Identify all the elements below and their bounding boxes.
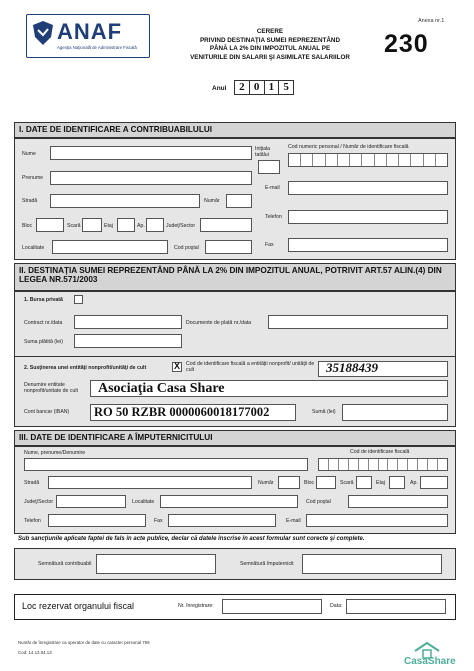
suma-platita-field[interactable] bbox=[74, 334, 182, 348]
section1-title: I. DATE DE IDENTIFICARE A CONTRIBUABILULUI bbox=[14, 122, 456, 138]
cont-value: RO 50 RZBR 0000060018177002 bbox=[94, 405, 270, 419]
year-field[interactable] bbox=[234, 80, 294, 95]
sig-imputernicit-field[interactable] bbox=[302, 554, 442, 574]
telefon-field[interactable] bbox=[288, 210, 448, 224]
section3-title: III. DATE DE IDENTIFICARE A ÎMPUTERNICITULUI bbox=[14, 430, 456, 446]
denumire-label: Denumire entitate nonprofit/unitate de cult bbox=[24, 382, 78, 394]
title-line: CERERE bbox=[256, 28, 284, 35]
scara-field[interactable] bbox=[82, 218, 102, 232]
scara-label: Scară bbox=[67, 223, 81, 229]
footer-code: Cod: 14.13.04.13 bbox=[18, 650, 52, 655]
numar-field[interactable] bbox=[226, 194, 252, 208]
s3-email-label: E-mail bbox=[286, 518, 301, 524]
etaj-field[interactable] bbox=[117, 218, 135, 232]
cnp-label: Cod numeric personal / Număr de identificare fiscală bbox=[288, 144, 409, 150]
s3-cod-field[interactable] bbox=[318, 458, 448, 471]
localitate-field[interactable] bbox=[52, 240, 168, 254]
cod-fiscal-label: Cod de identificare fiscală a entităţii nonprofit/ unităţii de cult bbox=[186, 361, 315, 373]
initiala-label: Iniţiala tatălui bbox=[255, 146, 270, 158]
title-line: PÂNĂ LA 2% DIN IMPOZITUL ANUAL PE bbox=[209, 45, 331, 52]
section2-divider bbox=[14, 356, 456, 357]
judet-field[interactable] bbox=[200, 218, 252, 232]
cont-label: Cont bancar (IBAN) bbox=[24, 409, 70, 415]
form-title bbox=[170, 28, 370, 62]
documente-label: Documente de plată nr./data bbox=[186, 320, 252, 326]
sig-contribuabil-field[interactable] bbox=[96, 554, 216, 574]
nr-inregistrare-field[interactable] bbox=[222, 599, 322, 614]
email-label: E-mail bbox=[265, 185, 280, 191]
s3-bloc-label: Bloc bbox=[304, 480, 315, 486]
suma-platita-label: Suma plătită (lei) bbox=[24, 339, 63, 345]
nr-inregistrare-label: Nr. înregistrare: bbox=[178, 603, 214, 609]
year-digit: 5 bbox=[283, 81, 289, 93]
ap-label: Ap. bbox=[137, 223, 145, 229]
prenume-field[interactable] bbox=[50, 171, 252, 185]
s3-judet-field[interactable] bbox=[56, 495, 126, 508]
contract-label: Contract nr./data bbox=[24, 320, 63, 326]
s3-ap-label: Ap. bbox=[410, 480, 418, 486]
numar-label: Număr bbox=[204, 198, 220, 204]
year-digit: 2 bbox=[235, 81, 250, 94]
s3-ap-field[interactable] bbox=[420, 476, 448, 489]
footer-line: Număr de înregistrare ca operator de date cu caracter personal 759 bbox=[18, 640, 150, 645]
s3-localitate-field[interactable] bbox=[160, 495, 298, 508]
check-mark: X bbox=[174, 361, 181, 371]
bloc-label: Bloc bbox=[22, 223, 33, 229]
declaration-text: Sub sancţiunile aplicate faptei de fals în acte publice, declar că datele înscrise în acest formular sunt corecte şi complete. bbox=[18, 536, 365, 542]
s3-cod-postal-label: Cod poştal bbox=[306, 499, 331, 505]
shield-icon bbox=[32, 20, 54, 46]
localitate-label: Localitate bbox=[22, 245, 45, 251]
ap-field[interactable] bbox=[146, 218, 164, 232]
nume-label: Nume bbox=[22, 151, 36, 157]
s3-telefon-field[interactable] bbox=[48, 514, 146, 527]
cod-postal-label: Cod poştal bbox=[174, 245, 199, 251]
watermark: CasaShare bbox=[404, 656, 456, 667]
s3-cod-label: Cod de identificare fiscală bbox=[350, 449, 410, 455]
s3-bloc-field[interactable] bbox=[316, 476, 336, 489]
s3-scara-field[interactable] bbox=[356, 476, 372, 489]
judet-label: Judeţ/Sector bbox=[166, 223, 196, 229]
bloc-field[interactable] bbox=[36, 218, 64, 232]
documente-field[interactable] bbox=[268, 315, 448, 329]
s3-telefon-label: Telefon bbox=[24, 518, 41, 524]
s3-judet-label: Judeţ/Sector bbox=[24, 499, 54, 505]
s3-strada-label: Stradă bbox=[24, 480, 40, 486]
strada-field[interactable] bbox=[50, 194, 200, 208]
anaf-logo bbox=[26, 14, 150, 58]
s3-fax-label: Fax bbox=[154, 518, 163, 524]
fax-field[interactable] bbox=[288, 238, 448, 252]
telefon-label: Telefon bbox=[265, 214, 282, 220]
etaj-label: Etaj bbox=[104, 223, 113, 229]
s3-nume-label: Nume, prenume/Denumire bbox=[24, 450, 86, 456]
denumire-value: Asociaţia Casa Share bbox=[98, 381, 225, 396]
fax-label: Fax bbox=[265, 242, 274, 248]
s3-cod-postal-field[interactable] bbox=[348, 495, 448, 508]
cnp-field[interactable] bbox=[288, 153, 448, 167]
data-label: Data: bbox=[330, 603, 343, 609]
strada-label: Stradă bbox=[22, 198, 38, 204]
s3-email-field[interactable] bbox=[306, 514, 448, 527]
s3-strada-field[interactable] bbox=[48, 476, 252, 489]
agency-name: Agenţia Naţională de Administrare Fiscală bbox=[57, 45, 137, 50]
s3-nume-field[interactable] bbox=[24, 458, 308, 471]
logo-text: ANAF bbox=[57, 19, 123, 44]
email-field[interactable] bbox=[288, 181, 448, 195]
contract-field[interactable] bbox=[74, 315, 182, 329]
annex-label: Anexa nr.1 bbox=[418, 18, 445, 24]
s3-etaj-label: Etaj bbox=[376, 480, 385, 486]
s3-scara-label: Scară bbox=[340, 480, 354, 486]
prenume-label: Prenume bbox=[22, 175, 44, 181]
cod-postal-field[interactable] bbox=[205, 240, 252, 254]
s3-numar-label: Număr bbox=[258, 480, 274, 486]
title-line: PRIVIND DESTINAŢIA SUMEI REPREZENTÂND bbox=[199, 36, 341, 44]
official-title: Loc rezervat organului fiscal bbox=[22, 601, 135, 611]
year-label: Anul bbox=[212, 85, 227, 92]
suma-label: Sumă (lei) bbox=[312, 409, 336, 415]
s3-fax-field[interactable] bbox=[168, 514, 276, 527]
data-field[interactable] bbox=[346, 599, 446, 614]
form-number: 230 bbox=[384, 30, 429, 58]
s3-etaj-field[interactable] bbox=[389, 476, 405, 489]
bursa-checkbox[interactable] bbox=[74, 295, 83, 304]
suma-field[interactable] bbox=[342, 404, 448, 421]
cod-fiscal-value: 35188439 bbox=[326, 360, 378, 375]
sig-contribuabil-label: Semnătură contribuabil bbox=[38, 561, 92, 567]
section2-title: II. DESTINAŢIA SUMEI REPREZENTÂND PÂNĂ LA 2% DIN IMPOZITUL ANUAL, POTRIVIT ART.57 ALIN.(4) DIN LEGEA NR.571/2003 bbox=[14, 263, 456, 291]
year-digit: 1 bbox=[265, 81, 280, 94]
title-line: VENITURILE DIN SALARII ŞI ASIMILATE SALARIILOR bbox=[190, 53, 350, 61]
nume-field[interactable] bbox=[50, 146, 252, 160]
initiala-field[interactable] bbox=[258, 160, 280, 174]
sig-imputernicit-label: Semnătură împuternicit bbox=[240, 561, 294, 567]
s3-localitate-label: Localitate bbox=[132, 499, 155, 505]
sustinerea-label: 2. Susţinerea unei entităţi nonprofit/unităţi de cult bbox=[24, 365, 147, 371]
year-digit: 0 bbox=[250, 81, 265, 94]
bursa-label: 1. Bursa privată bbox=[24, 297, 63, 303]
s3-numar-field[interactable] bbox=[278, 476, 300, 489]
